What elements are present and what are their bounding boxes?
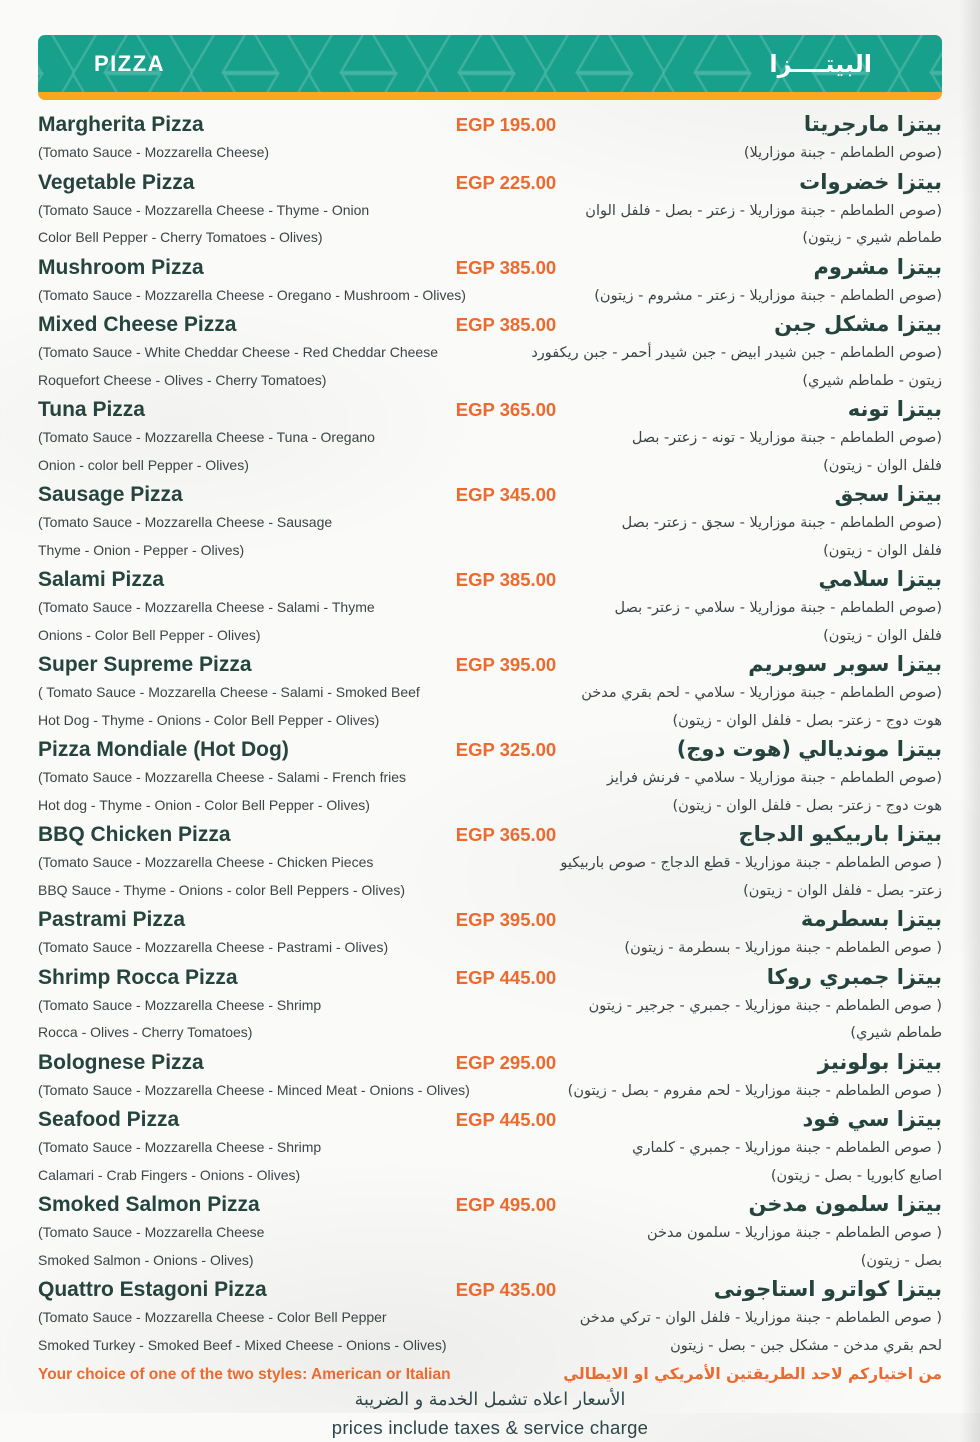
item-desc-ar: هوت دوج - زعتر- بصل - فلفل الوان - زيتون) [672, 797, 942, 814]
item-desc-en: (Tomato Sauce - White Cheddar Cheese - Red Cheddar Cheese [38, 344, 438, 360]
item-desc-en: (Tomato Sauce - Mozzarella Cheese - Shrimp [38, 1139, 322, 1155]
item-desc-en: Hot dog - Thyme - Onion - Color Bell Pepper - Olives) [38, 796, 370, 813]
section-header [38, 35, 942, 100]
item-name-ar: بيتزا كواترو استاجونى [713, 1277, 942, 1301]
item-desc-ar: ( صوص الطماطم - جبنة موزاريلا - بسطرمة - زيتون) [624, 940, 942, 956]
item-desc-en: (Tomato Sauce - Mozzarella Cheese - Salami - French fries [38, 769, 407, 785]
item-desc-en: Thyme - Onion - Pepper - Olives) [38, 541, 245, 558]
tax-note [38, 1387, 942, 1442]
item-name-ar: بيتزا مشكل جبن [774, 312, 942, 336]
section-title-en: PIZZA [94, 50, 166, 76]
item-price: EGP 365.00 [455, 824, 557, 845]
item-desc-ar: ( صوص الطماطم - جبنة موزاريلا - جمبري - جرجير - زيتون [588, 997, 942, 1014]
item-price: EGP 385.00 [455, 314, 557, 335]
item-desc-en: (Tomato Sauce - Mozzarella Cheese - Sausage [38, 514, 333, 530]
item-name-ar: بيتزا خضروات [799, 169, 942, 194]
item-price: EGP 445.00 [455, 1109, 557, 1130]
item-name-ar: بيتزا مارجريتا [803, 112, 942, 136]
item-title-row [38, 565, 942, 594]
item-name-en: Super Supreme Pizza [38, 653, 252, 676]
item-price: EGP 385.00 [455, 256, 557, 278]
item-desc-row [38, 139, 942, 167]
item-desc-ar: (صوص الطماطم - جبنة موزاريلا - سلامي - لحم بقري مدخن [581, 685, 942, 701]
item-name-ar: بيتزا سجق [834, 482, 942, 506]
item-desc-en: Calamari - Crab Fingers - Onions - Olives) [38, 1166, 301, 1183]
item-title-row [38, 1105, 942, 1134]
menu-item [38, 110, 942, 167]
item-desc-ar: ( صوص الطماطم - جبنة موزاريلا - فلفل الوان - تركي مدخن [579, 1310, 942, 1326]
item-title-row [38, 253, 942, 282]
item-desc-row [38, 992, 942, 1020]
item-desc-ar: طماطم شيري - زيتون) [802, 230, 942, 246]
item-desc-en: (Tomato Sauce - Mozzarella Cheese - Tuna - Oregano [38, 429, 375, 445]
item-name-ar: بيتزا بولونيز [817, 1049, 942, 1074]
item-desc-ar: فلفل الوان - زيتون) [823, 457, 942, 474]
item-desc-en: (Tomato Sauce - Mozzarella Cheese - Salami - Thyme [38, 599, 375, 615]
menu-item [38, 565, 942, 649]
item-name-en: Bolognese Pizza [38, 1050, 204, 1074]
item-desc-row [38, 224, 942, 252]
menu-item [38, 1275, 942, 1359]
menu-item [38, 1105, 942, 1189]
item-desc-ar: (صوص الطماطم - جبنة موزاريلا - سلامي - فرنش فرايز [606, 770, 942, 786]
item-title-row [38, 963, 942, 992]
item-title-row [38, 480, 942, 509]
item-name-ar: بيتزا سلمون مدخن [748, 1192, 942, 1216]
menu-item [38, 168, 942, 252]
item-desc-ar: زيتون - طماطم شيري) [802, 372, 942, 389]
menu-item [38, 735, 942, 819]
item-desc-ar: (صوص الطماطم - جبنة موزاريلا - زعتر - مشروم - زيتون) [594, 287, 942, 304]
item-title-row [38, 395, 942, 424]
item-name-en: Mushroom Pizza [38, 255, 204, 279]
item-desc-row [38, 877, 942, 905]
menu-header-band [38, 35, 942, 92]
item-desc-row [38, 1019, 942, 1047]
menu-items [38, 100, 942, 1359]
item-desc-ar: (صوص الطماطم - جبنة موزاريلا - سلامي - زعتر- بصل [614, 600, 942, 616]
item-title-row [38, 1190, 942, 1219]
item-desc-row [38, 679, 942, 707]
tax-note-ar: الأسعار اعلاه تشمل الخدمة و الضريبة [354, 1390, 626, 1410]
item-desc-ar: ( صوص الطماطم - جبنة موزاريلا - لحم مفروم - بصل - زيتون) [567, 1082, 942, 1099]
item-name-en: BBQ Chicken Pizza [38, 823, 231, 846]
item-desc-en: (Tomato Sauce - Mozzarella Cheese - Thyme - Onion [38, 201, 370, 218]
item-name-ar: بيتزا تونه [847, 397, 942, 421]
item-price: EGP 345.00 [455, 484, 557, 505]
item-desc-ar: (صوص الطماطم - جبنة موزاريلا - سجق - زعتر- بصل [621, 515, 942, 531]
item-desc-row [38, 537, 942, 565]
style-note-row [38, 1362, 942, 1387]
item-desc-row [38, 424, 942, 452]
item-name-ar: بيتزا سلامي [818, 567, 942, 591]
item-name-en: Margherita Pizza [38, 113, 204, 136]
item-title-row [38, 650, 942, 679]
item-desc-en: Onion - color bell Pepper - Olives) [38, 456, 249, 473]
item-desc-en: Roquefort Cheese - Olives - Cherry Tomatoes) [38, 371, 327, 388]
item-desc-en: (Tomato Sauce - Mozzarella Cheese - Color Bell Pepper [38, 1309, 387, 1325]
item-price: EGP 365.00 [455, 399, 557, 420]
item-desc-row [38, 1134, 942, 1162]
item-price: EGP 295.00 [455, 1051, 557, 1073]
item-desc-ar: ( صوص الطماطم - جبنة موزاريلا - جمبري - كلماري [632, 1140, 942, 1156]
item-desc-en: (Tomato Sauce - Mozzarella Cheese - Chicken Pieces [38, 854, 374, 870]
item-price: EGP 385.00 [455, 569, 557, 590]
item-name-ar: بيتزا مونديالي (هوت دوج) [676, 737, 942, 761]
item-desc-row [38, 792, 942, 820]
item-desc-en: (Tomato Sauce - Mozzarella Cheese - Minced Meat - Onions - Olives) [38, 1081, 470, 1098]
item-desc-en: ( Tomato Sauce - Mozzarella Cheese - Salami - Smoked Beef [38, 684, 420, 700]
item-name-en: Smoked Salmon Pizza [38, 1193, 260, 1216]
item-price: EGP 445.00 [455, 966, 557, 988]
item-desc-row [38, 1304, 942, 1332]
menu-item [38, 253, 942, 310]
item-name-en: Pastrami Pizza [38, 908, 186, 931]
item-desc-en: (Tomato Sauce - Mozzarella Cheese) [38, 144, 270, 160]
item-desc-row [38, 707, 942, 735]
item-name-ar: بيتزا باربيكيو الدجاج [738, 822, 942, 846]
item-title-row [38, 168, 942, 197]
item-desc-ar: (صوص الطماطم - جبن شيدر ابيض - جبن شيدر أحمر - جبن ريكفورد [531, 345, 942, 361]
item-price: EGP 325.00 [455, 739, 557, 760]
item-price: EGP 395.00 [455, 909, 557, 930]
item-desc-en: Onions - Color Bell Pepper - Olives) [38, 626, 261, 643]
header-underline [38, 92, 942, 100]
item-desc-row [38, 1332, 942, 1360]
item-title-row [38, 820, 942, 849]
item-desc-en: (Tomato Sauce - Mozzarella Cheese - Pastrami - Olives) [38, 939, 389, 955]
item-desc-ar: (صوص الطماطم - جبنة موزاريلا - تونه - زعتر- بصل [631, 430, 942, 446]
section-title-ar: البيتــــزا [769, 49, 872, 78]
item-desc-ar: (صوص الطماطم - جبنة موزاريلا) [743, 145, 942, 161]
tax-note-en: prices include taxes & service charge [331, 1417, 649, 1438]
style-note-en: Your choice of one of the two styles: American or Italian [38, 1366, 451, 1383]
item-title-row [38, 905, 942, 934]
item-desc-row [38, 622, 942, 650]
item-name-en: Salami Pizza [38, 568, 165, 591]
item-desc-ar: فلفل الوان - زيتون) [823, 542, 942, 559]
item-desc-row [38, 509, 942, 537]
item-desc-ar: فلفل الوان - زيتون) [823, 627, 942, 644]
item-price: EGP 395.00 [455, 654, 557, 675]
item-desc-row [38, 367, 942, 395]
item-desc-row [38, 282, 942, 310]
item-name-ar: بيتزا جمبري روكا [766, 964, 942, 989]
item-desc-en: Color Bell Pepper - Cherry Tomatoes - Olives) [38, 229, 323, 245]
item-desc-ar: لحم بقري مدخن - مشكل جبن - بصل - زيتون [670, 1337, 942, 1354]
menu-item [38, 395, 942, 479]
item-desc-row [38, 339, 942, 367]
item-name-en: Pizza Mondiale (Hot Dog) [38, 738, 289, 761]
item-desc-en: Hot Dog - Thyme - Onions - Color Bell Pepper - Olives) [38, 711, 380, 728]
item-desc-row [38, 849, 942, 877]
menu-item [38, 963, 942, 1047]
item-title-row [38, 735, 942, 764]
item-name-en: Mixed Cheese Pizza [38, 313, 237, 336]
item-desc-ar: ( صوص الطماطم - جبنة موزاريلا - سلمون مدخن [647, 1225, 942, 1241]
item-name-ar: بيتزا سوبر سوبريم [748, 652, 942, 676]
item-desc-en: Smoked Salmon - Onions - Olives) [38, 1251, 254, 1268]
item-title-row [38, 110, 942, 139]
item-desc-en: (Tomato Sauce - Mozzarella Cheese [38, 1224, 265, 1240]
item-desc-ar: اصابع كابوريا - بصل - زيتون) [770, 1167, 942, 1184]
item-name-en: Seafood Pizza [38, 1108, 180, 1131]
item-price: EGP 195.00 [455, 114, 557, 135]
item-price: EGP 225.00 [455, 171, 557, 193]
item-name-en: Vegetable Pizza [38, 170, 195, 194]
item-desc-ar: زعتر- بصل - فلفل الوان - زيتون) [743, 882, 942, 899]
item-desc-row [38, 197, 942, 225]
item-desc-row [38, 1247, 942, 1275]
item-desc-ar: بصل - زيتون) [860, 1252, 942, 1269]
item-price: EGP 495.00 [455, 1194, 557, 1215]
item-desc-row [38, 452, 942, 480]
item-desc-en: Smoked Turkey - Smoked Beef - Mixed Cheese - Onions - Olives) [38, 1336, 447, 1353]
menu-item [38, 820, 942, 904]
menu-item [38, 1048, 942, 1105]
menu-page [0, 35, 980, 1442]
item-name-ar: بيتزا مشروم [813, 254, 942, 279]
item-name-en: Sausage Pizza [38, 483, 183, 506]
item-desc-ar: ( صوص الطماطم - جبنة موزاريلا - قطع الدجاج - صوص باربيكيو [560, 855, 942, 871]
style-note-ar: من اختياركم لاحد الطريقتين الأمريكي او الايطالي [563, 1365, 942, 1383]
menu-item [38, 1190, 942, 1274]
item-name-en: Shrimp Rocca Pizza [38, 965, 238, 989]
item-desc-row [38, 1219, 942, 1247]
item-desc-ar: (صوص الطماطم - جبنة موزاريلا - زعتر - بصل - فلفل الوان [585, 202, 942, 219]
item-name-ar: بيتزا سي فود [802, 1107, 942, 1131]
item-name-en: Tuna Pizza [38, 398, 145, 421]
item-desc-ar: طماطم شيري) [850, 1025, 942, 1041]
item-desc-en: Rocca - Olives - Cherry Tomatoes) [38, 1024, 253, 1040]
item-price: EGP 435.00 [455, 1279, 557, 1300]
menu-item [38, 310, 942, 394]
item-desc-row [38, 764, 942, 792]
menu-item [38, 650, 942, 734]
menu-item [38, 480, 942, 564]
item-desc-row [38, 594, 942, 622]
item-desc-en: (Tomato Sauce - Mozzarella Cheese - Oregano - Mushroom - Olives) [38, 286, 466, 303]
item-title-row [38, 310, 942, 339]
item-title-row [38, 1275, 942, 1304]
item-title-row [38, 1048, 942, 1077]
item-desc-row [38, 934, 942, 962]
item-desc-en: BBQ Sauce - Thyme - Onions - color Bell Peppers - Olives) [38, 881, 405, 898]
item-desc-en: (Tomato Sauce - Mozzarella Cheese - Shrimp [38, 996, 322, 1013]
item-desc-ar: هوت دوج - زعتر- بصل - فلفل الوان - زيتون) [672, 712, 942, 729]
item-desc-row [38, 1077, 942, 1105]
item-name-ar: بيتزا بسطرمة [800, 907, 942, 931]
item-desc-row [38, 1162, 942, 1190]
item-name-en: Quattro Estagoni Pizza [38, 1278, 267, 1301]
menu-item [38, 905, 942, 962]
